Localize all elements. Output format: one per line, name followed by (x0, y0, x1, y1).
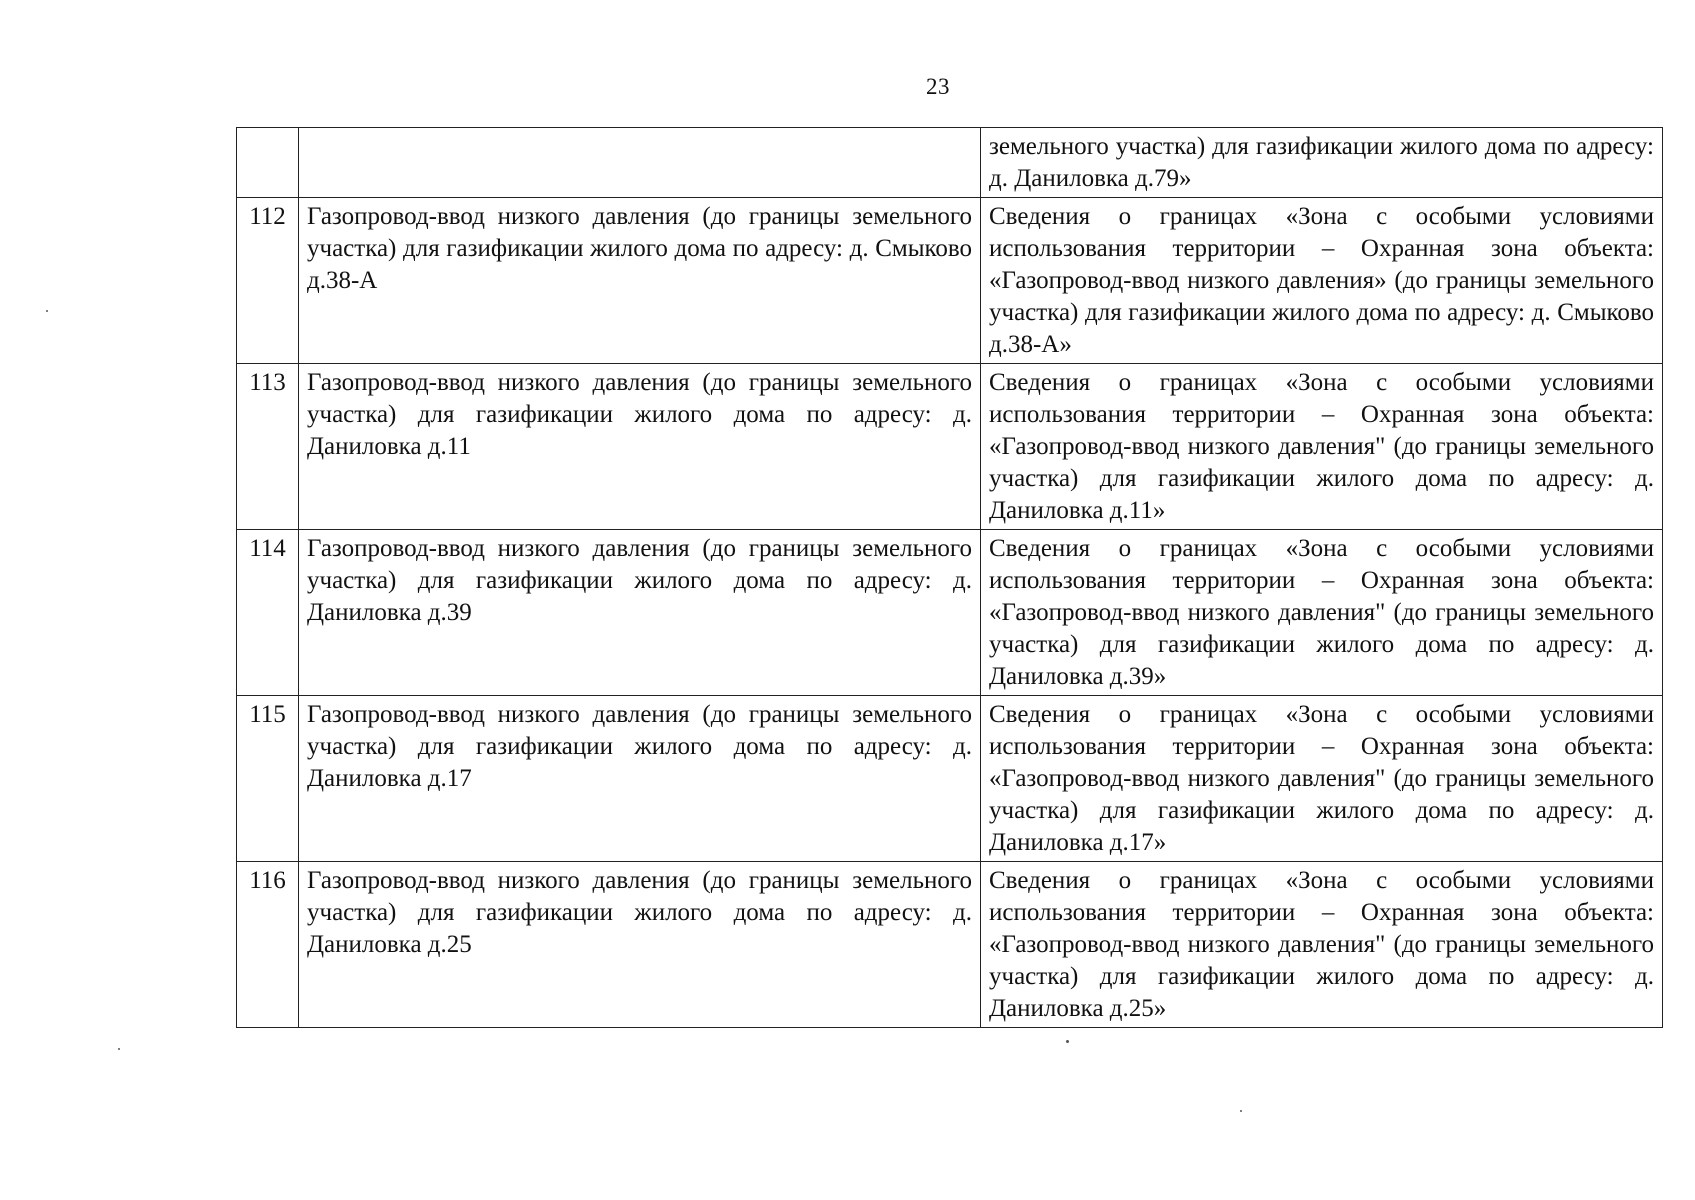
object-description: Газопровод-ввод низкого давления (до границы земельного участка) для газификации жилого дома по адресу: д. Даниловка д.11 (299, 364, 981, 530)
table-row (237, 364, 1663, 530)
object-description: Газопровод-ввод низкого давления (до границы земельного участка) для газификации жилого дома по адресу: д. Даниловка д.17 (299, 696, 981, 862)
scan-speck (118, 1048, 120, 1050)
object-description: Газопровод-ввод низкого давления (до границы земельного участка) для газификации жилого дома по адресу: д. Даниловка д.25 (299, 862, 981, 1028)
boundary-info: земельного участка) для газификации жилого дома по адресу: д. Даниловка д.79» (981, 128, 1663, 198)
row-number (237, 128, 299, 198)
object-description: Газопровод-ввод низкого давления (до границы земельного участка) для газификации жилого дома по адресу: д. Смыково д.38-А (299, 198, 981, 364)
row-number: 113 (237, 364, 299, 530)
row-number: 116 (237, 862, 299, 1028)
boundary-info: Сведения о границах «Зона с особыми условиями использования территории – Охранная зона объекта: «Газопровод-ввод низкого давления" (до границы земельного участка) для газификации жилого дома по адресу: д. Даниловка д.17» (981, 696, 1663, 862)
scan-speck (1066, 1040, 1069, 1043)
scan-speck (46, 310, 48, 312)
objects-table (236, 127, 1663, 1028)
table-row (237, 198, 1663, 364)
boundary-info: Сведения о границах «Зона с особыми условиями использования территории – Охранная зона объекта: «Газопровод-ввод низкого давления» (до границы земельного участка) для газификации жилого дома по адресу: д. Смыково д.38-А» (981, 198, 1663, 364)
boundary-info: Сведения о границах «Зона с особыми условиями использования территории – Охранная зона объекта: «Газопровод-ввод низкого давления" (до границы земельного участка) для газификации жилого дома по адресу: д. Даниловка д.11» (981, 364, 1663, 530)
table-row (237, 128, 1663, 198)
table-row (237, 696, 1663, 862)
boundary-info: Сведения о границах «Зона с особыми условиями использования территории – Охранная зона объекта: «Газопровод-ввод низкого давления" (до границы земельного участка) для газификации жилого дома по адресу: д. Даниловка д.39» (981, 530, 1663, 696)
scan-speck (1240, 1110, 1242, 1112)
boundary-info: Сведения о границах «Зона с особыми условиями использования территории – Охранная зона объекта: «Газопровод-ввод низкого давления" (до границы земельного участка) для газификации жилого дома по адресу: д. Даниловка д.25» (981, 862, 1663, 1028)
row-number: 112 (237, 198, 299, 364)
page-number: 23 (926, 74, 950, 99)
row-number: 115 (237, 696, 299, 862)
table-row (237, 530, 1663, 696)
table-row (237, 862, 1663, 1028)
row-number: 114 (237, 530, 299, 696)
object-description (299, 128, 981, 198)
object-description: Газопровод-ввод низкого давления (до границы земельного участка) для газификации жилого дома по адресу: д. Даниловка д.39 (299, 530, 981, 696)
